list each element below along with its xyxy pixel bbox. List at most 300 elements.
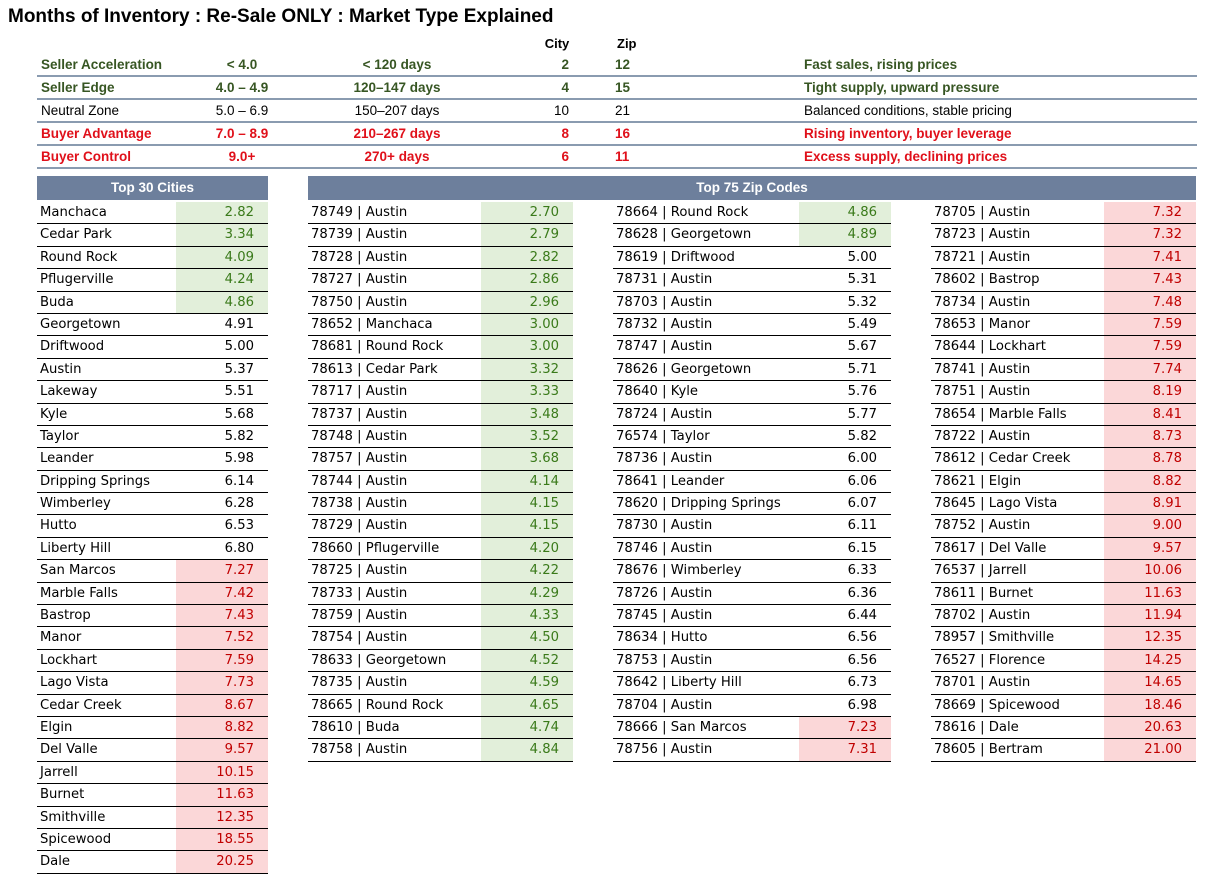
location-label: 78612 | Cedar Creek	[934, 451, 1071, 467]
list-item	[931, 224, 1196, 246]
location-label: Dripping Springs	[40, 473, 150, 489]
list-item	[308, 381, 573, 403]
months-of-inventory-value: 7.59	[176, 650, 268, 671]
list-item	[308, 448, 573, 470]
location-label: 78605 | Bertram	[934, 742, 1043, 758]
list-item	[37, 851, 268, 873]
location-label: 78617 | Del Valle	[934, 540, 1047, 556]
months-of-inventory-value: 18.46	[1104, 695, 1196, 716]
months-of-inventory-value: 5.37	[224, 361, 254, 377]
list-item	[308, 672, 573, 694]
list-item	[931, 560, 1196, 582]
list-item	[37, 739, 268, 761]
list-item	[931, 404, 1196, 426]
location-label: 78676 | Wimberley	[616, 563, 742, 579]
location-label: 78681 | Round Rock	[311, 339, 444, 355]
months-of-inventory-value: 11.63	[176, 784, 268, 805]
list-item	[308, 202, 573, 224]
location-label: Kyle	[40, 406, 68, 422]
location-label: Hutto	[40, 518, 77, 534]
months-of-inventory-value: 4.52	[481, 650, 573, 671]
list-item	[931, 314, 1196, 336]
zip-list-col-2	[613, 202, 891, 762]
market-description: Rising inventory, buyer leverage	[804, 126, 1012, 141]
months-of-inventory-value: 3.68	[481, 448, 573, 469]
months-of-inventory-value: 6.14	[224, 473, 254, 489]
location-label: 78723 | Austin	[934, 227, 1031, 243]
market-type-name: Seller Edge	[41, 80, 115, 95]
list-item	[308, 426, 573, 448]
location-label: 78660 | Pflugerville	[311, 540, 440, 556]
list-item	[37, 829, 268, 851]
months-of-inventory-value: 8.73	[1104, 426, 1196, 447]
list-item	[37, 314, 268, 336]
months-of-inventory-value: 4.20	[481, 538, 573, 559]
list-item	[931, 538, 1196, 560]
months-of-inventory-value: 7.31	[799, 739, 891, 760]
location-label: 78653 | Manor	[934, 316, 1031, 332]
list-item	[613, 448, 891, 470]
months-of-inventory-value: 4.89	[799, 224, 891, 245]
months-of-inventory-value: 21.00	[1104, 739, 1196, 760]
location-label: 78754 | Austin	[311, 630, 408, 646]
list-item	[308, 583, 573, 605]
location-label: 78666 | San Marcos	[616, 719, 747, 735]
list-item	[931, 471, 1196, 493]
zip-list-col-3	[931, 202, 1196, 762]
location-label: Buda	[40, 294, 74, 310]
list-item	[931, 583, 1196, 605]
months-of-inventory-value: 8.82	[1104, 471, 1196, 492]
location-label: Leander	[40, 451, 94, 467]
months-of-inventory-value: 6.44	[847, 608, 877, 624]
list-item	[931, 426, 1196, 448]
months-of-inventory-value: 7.59	[1104, 314, 1196, 335]
zip-count-header: Zip	[617, 36, 637, 51]
list-item	[613, 292, 891, 314]
list-item	[308, 493, 573, 515]
zip-count: 16	[615, 126, 631, 141]
list-item	[931, 202, 1196, 224]
list-item	[931, 292, 1196, 314]
location-label: 78731 | Austin	[616, 272, 713, 288]
list-item	[613, 717, 891, 739]
location-label: 78726 | Austin	[616, 585, 713, 601]
months-of-inventory-value: 4.65	[481, 695, 573, 716]
market-type-name: Neutral Zone	[41, 103, 120, 118]
location-label: 78664 | Round Rock	[616, 205, 749, 220]
list-item	[37, 269, 268, 291]
location-label: Burnet	[40, 787, 85, 803]
months-of-inventory-value: 4.22	[481, 560, 573, 581]
list-item	[37, 807, 268, 829]
list-item	[37, 404, 268, 426]
location-label: Manchaca	[40, 205, 107, 220]
months-of-inventory-value: 3.33	[481, 381, 573, 402]
months-of-inventory-value: 7.43	[176, 605, 268, 626]
location-label: 76537 | Jarrell	[934, 563, 1027, 579]
location-label: Del Valle	[40, 742, 98, 758]
location-label: 78705 | Austin	[934, 205, 1031, 220]
months-of-inventory-value: 3.52	[481, 426, 573, 447]
list-item	[613, 583, 891, 605]
list-item	[613, 269, 891, 291]
months-of-inventory-value: 8.82	[176, 717, 268, 738]
zip-count: 15	[615, 80, 631, 95]
location-label: 78652 | Manchaca	[311, 316, 433, 332]
location-label: 78724 | Austin	[616, 406, 713, 422]
city-count-header: City	[544, 36, 570, 51]
market-description: Excess supply, declining prices	[804, 149, 1008, 164]
list-item	[613, 314, 891, 336]
months-of-inventory-value: 4.84	[481, 739, 573, 760]
market-type-name: Buyer Control	[41, 149, 132, 164]
months-of-inventory-value: 5.76	[847, 384, 877, 400]
list-item	[931, 247, 1196, 269]
months-of-inventory-value: 4.14	[481, 471, 573, 492]
list-item	[931, 605, 1196, 627]
city-count: 8	[561, 126, 569, 141]
months-of-inventory-value: 4.74	[481, 717, 573, 738]
list-item	[308, 471, 573, 493]
list-item	[931, 448, 1196, 470]
months-of-inventory-value: 7.32	[1104, 202, 1196, 223]
months-of-inventory-value: 11.94	[1104, 605, 1196, 626]
months-of-inventory-value: 14.65	[1104, 672, 1196, 693]
market-type-row	[37, 77, 1197, 100]
location-label: 78628 | Georgetown	[616, 227, 752, 243]
list-item	[37, 448, 268, 470]
location-label: Dale	[40, 854, 71, 870]
list-item	[37, 336, 268, 358]
months-of-inventory-value: 5.82	[224, 428, 254, 444]
months-of-inventory-value: 5.00	[224, 339, 254, 355]
location-label: 78735 | Austin	[311, 675, 408, 691]
location-label: 78739 | Austin	[311, 227, 408, 243]
list-item	[308, 739, 573, 761]
list-item	[37, 650, 268, 672]
months-of-inventory-value: 4.15	[481, 493, 573, 514]
location-label: 78738 | Austin	[311, 496, 408, 512]
months-of-inventory-value: 2.86	[481, 269, 573, 290]
location-label: 78737 | Austin	[311, 406, 408, 422]
months-of-inventory-value: 12.35	[176, 807, 268, 828]
cities-header: Top 30 Cities	[37, 176, 268, 200]
location-label: 78610 | Buda	[311, 719, 400, 735]
location-label: 78701 | Austin	[934, 675, 1031, 691]
location-label: 78645 | Lago Vista	[934, 496, 1058, 512]
days-range: 210–267 days	[353, 126, 441, 141]
location-label: 78734 | Austin	[934, 294, 1031, 310]
list-item	[613, 359, 891, 381]
location-label: 78620 | Dripping Springs	[616, 496, 781, 512]
location-label: Lago Vista	[40, 675, 109, 691]
list-item	[613, 672, 891, 694]
location-label: Smithville	[40, 809, 106, 825]
location-label: 78633 | Georgetown	[311, 652, 447, 668]
market-description: Fast sales, rising prices	[804, 57, 958, 72]
months-of-inventory-value: 5.49	[847, 316, 877, 332]
location-label: 78654 | Marble Falls	[934, 406, 1067, 422]
location-label: 78616 | Dale	[934, 719, 1019, 735]
market-type-row	[37, 146, 1197, 169]
list-item	[931, 359, 1196, 381]
page-title: Months of Inventory : Re-Sale ONLY : Market Type Explained	[8, 6, 554, 27]
months-of-inventory-value: 11.63	[1104, 583, 1196, 604]
location-label: 78753 | Austin	[616, 652, 713, 668]
list-item	[37, 202, 268, 224]
location-label: 76574 | Taylor	[616, 428, 710, 444]
list-item	[613, 381, 891, 403]
zip-count: 21	[615, 103, 631, 118]
months-of-inventory-value: 6.53	[224, 518, 254, 534]
list-item	[37, 538, 268, 560]
months-of-inventory-value: 3.34	[176, 224, 268, 245]
days-range: 270+ days	[364, 149, 430, 164]
months-of-inventory-value: 5.98	[224, 451, 254, 467]
months-of-inventory-value: 6.98	[847, 697, 877, 713]
location-label: 78751 | Austin	[934, 384, 1031, 400]
market-type-row	[37, 123, 1197, 146]
months-of-inventory-value: 4.33	[481, 605, 573, 626]
list-item	[37, 717, 268, 739]
months-of-inventory-value: 6.73	[847, 675, 877, 691]
months-of-inventory-value: 9.57	[176, 739, 268, 760]
months-of-inventory-value: 6.00	[847, 451, 877, 467]
location-label: Bastrop	[40, 608, 91, 624]
list-item	[931, 493, 1196, 515]
location-label: 78634 | Hutto	[616, 630, 708, 646]
location-label: Cedar Creek	[40, 697, 122, 713]
market-description: Tight supply, upward pressure	[804, 80, 1000, 95]
location-label: 78750 | Austin	[311, 294, 408, 310]
months-range: 9.0+	[228, 149, 256, 164]
months-of-inventory-value: 5.77	[847, 406, 877, 422]
months-of-inventory-value: 6.56	[847, 652, 877, 668]
market-type-row	[37, 54, 1197, 77]
summary-header	[37, 34, 1197, 54]
zip-list-col-1	[308, 202, 573, 762]
location-label: San Marcos	[40, 563, 116, 579]
list-item	[931, 650, 1196, 672]
list-item	[308, 224, 573, 246]
months-of-inventory-value: 4.86	[799, 202, 891, 223]
location-label: 78613 | Cedar Park	[311, 361, 438, 377]
location-label: 78721 | Austin	[934, 249, 1031, 265]
list-item	[613, 739, 891, 761]
months-of-inventory-value: 6.11	[847, 518, 877, 534]
location-label: 78728 | Austin	[311, 249, 408, 265]
months-of-inventory-value: 5.31	[847, 272, 877, 288]
location-label: 78703 | Austin	[616, 294, 713, 310]
location-label: Lakeway	[40, 384, 98, 400]
list-item	[37, 471, 268, 493]
months-of-inventory-value: 5.00	[847, 249, 877, 265]
months-of-inventory-value: 6.28	[224, 496, 254, 512]
months-of-inventory-value: 6.36	[847, 585, 877, 601]
days-range: < 120 days	[362, 57, 432, 72]
list-item	[613, 336, 891, 358]
list-item	[613, 493, 891, 515]
location-label: Round Rock	[40, 249, 118, 265]
months-of-inventory-value: 6.06	[847, 473, 877, 489]
list-item	[37, 247, 268, 269]
location-label: Elgin	[40, 719, 73, 735]
market-type-row	[37, 100, 1197, 123]
location-label: Lockhart	[40, 652, 98, 668]
months-of-inventory-value: 7.74	[1104, 359, 1196, 380]
list-item	[308, 605, 573, 627]
list-item	[308, 359, 573, 381]
list-item	[308, 538, 573, 560]
location-label: 78642 | Liberty Hill	[616, 675, 742, 691]
months-of-inventory-value: 3.48	[481, 404, 573, 425]
location-label: 78733 | Austin	[311, 585, 408, 601]
location-label: 78669 | Spicewood	[934, 697, 1060, 713]
location-label: 78702 | Austin	[934, 608, 1031, 624]
months-of-inventory-value: 2.79	[481, 224, 573, 245]
list-item	[37, 695, 268, 717]
location-label: 78749 | Austin	[311, 205, 408, 220]
location-label: 78759 | Austin	[311, 608, 408, 624]
city-count: 10	[553, 103, 569, 118]
months-of-inventory-value: 7.23	[799, 717, 891, 738]
list-item	[308, 717, 573, 739]
list-item	[931, 381, 1196, 403]
location-label: 78730 | Austin	[616, 518, 713, 534]
location-label: 78727 | Austin	[311, 272, 408, 288]
months-of-inventory-value: 5.67	[847, 339, 877, 355]
list-item	[308, 404, 573, 426]
location-label: 78758 | Austin	[311, 742, 408, 758]
location-label: 78747 | Austin	[616, 339, 713, 355]
months-of-inventory-value: 7.48	[1104, 292, 1196, 313]
months-of-inventory-value: 7.73	[176, 672, 268, 693]
list-item	[308, 627, 573, 649]
list-item	[613, 538, 891, 560]
months-of-inventory-value: 8.19	[1104, 381, 1196, 402]
list-item	[931, 515, 1196, 537]
months-of-inventory-value: 7.43	[1104, 269, 1196, 290]
city-count: 4	[561, 80, 569, 95]
months-of-inventory-value: 2.82	[176, 202, 268, 223]
location-label: 78602 | Bastrop	[934, 272, 1040, 288]
months-of-inventory-value: 10.06	[1104, 560, 1196, 581]
list-item	[37, 560, 268, 582]
location-label: 78756 | Austin	[616, 742, 713, 758]
location-label: 78619 | Driftwood	[616, 249, 735, 265]
location-label: Jarrell	[40, 764, 78, 780]
list-item	[308, 269, 573, 291]
list-item	[931, 695, 1196, 717]
months-of-inventory-value: 14.25	[1104, 650, 1196, 671]
zip-count: 12	[615, 57, 631, 72]
city-count: 6	[561, 149, 569, 164]
months-of-inventory-value: 5.51	[224, 384, 254, 400]
list-item	[37, 292, 268, 314]
months-of-inventory-value: 3.00	[481, 314, 573, 335]
location-label: 78626 | Georgetown	[616, 361, 752, 377]
list-item	[37, 515, 268, 537]
location-label: Taylor	[40, 428, 79, 444]
location-label: 78752 | Austin	[934, 518, 1031, 534]
months-of-inventory-value: 7.42	[176, 583, 268, 604]
months-of-inventory-value: 6.33	[847, 563, 877, 579]
days-range: 120–147 days	[353, 80, 441, 95]
location-label: 78704 | Austin	[616, 697, 713, 713]
list-item	[931, 269, 1196, 291]
location-label: 78640 | Kyle	[616, 384, 699, 400]
location-label: 78665 | Round Rock	[311, 697, 444, 713]
location-label: Manor	[40, 630, 82, 646]
location-label: 78641 | Leander	[616, 473, 725, 489]
cities-list	[37, 202, 268, 874]
months-of-inventory-value: 7.59	[1104, 336, 1196, 357]
market-type-name: Buyer Advantage	[41, 126, 152, 141]
months-of-inventory-value: 9.57	[1104, 538, 1196, 559]
months-of-inventory-value: 4.59	[481, 672, 573, 693]
list-item	[37, 627, 268, 649]
list-item	[308, 650, 573, 672]
location-label: 78717 | Austin	[311, 384, 408, 400]
months-of-inventory-value: 4.50	[481, 627, 573, 648]
location-label: 78736 | Austin	[616, 451, 713, 467]
months-of-inventory-value: 7.32	[1104, 224, 1196, 245]
zips-header: Top 75 Zip Codes	[308, 176, 1196, 200]
list-item	[308, 560, 573, 582]
location-label: 78957 | Smithville	[934, 630, 1055, 646]
list-item	[37, 762, 268, 784]
months-of-inventory-value: 5.68	[224, 406, 254, 422]
location-label: 78744 | Austin	[311, 473, 408, 489]
months-of-inventory-value: 6.80	[224, 540, 254, 556]
list-item	[37, 493, 268, 515]
list-item	[37, 583, 268, 605]
months-of-inventory-value: 6.07	[847, 496, 877, 512]
list-item	[308, 515, 573, 537]
months-of-inventory-value: 5.32	[847, 294, 877, 310]
location-label: 78611 | Burnet	[934, 585, 1034, 601]
list-item	[613, 202, 891, 224]
months-of-inventory-value: 8.91	[1104, 493, 1196, 514]
list-item	[308, 336, 573, 358]
months-range: 5.0 – 6.9	[215, 103, 269, 118]
months-of-inventory-value: 12.35	[1104, 627, 1196, 648]
list-item	[37, 224, 268, 246]
list-item	[37, 672, 268, 694]
months-range: 4.0 – 4.9	[215, 80, 269, 95]
months-of-inventory-value: 2.82	[481, 247, 573, 268]
months-of-inventory-value: 2.70	[481, 202, 573, 223]
months-range: < 4.0	[226, 57, 258, 72]
months-of-inventory-value: 18.55	[176, 829, 268, 850]
months-of-inventory-value: 9.00	[1104, 515, 1196, 536]
months-of-inventory-value: 2.96	[481, 292, 573, 313]
months-of-inventory-value: 5.82	[847, 428, 877, 444]
months-of-inventory-value: 8.41	[1104, 404, 1196, 425]
location-label: Austin	[40, 361, 82, 377]
list-item	[613, 627, 891, 649]
months-of-inventory-value: 3.32	[481, 359, 573, 380]
list-item	[931, 672, 1196, 694]
list-item	[37, 784, 268, 806]
location-label: Liberty Hill	[40, 540, 111, 556]
list-item	[308, 247, 573, 269]
months-of-inventory-value: 4.15	[481, 515, 573, 536]
list-item	[613, 650, 891, 672]
list-item	[308, 695, 573, 717]
list-item	[931, 336, 1196, 358]
